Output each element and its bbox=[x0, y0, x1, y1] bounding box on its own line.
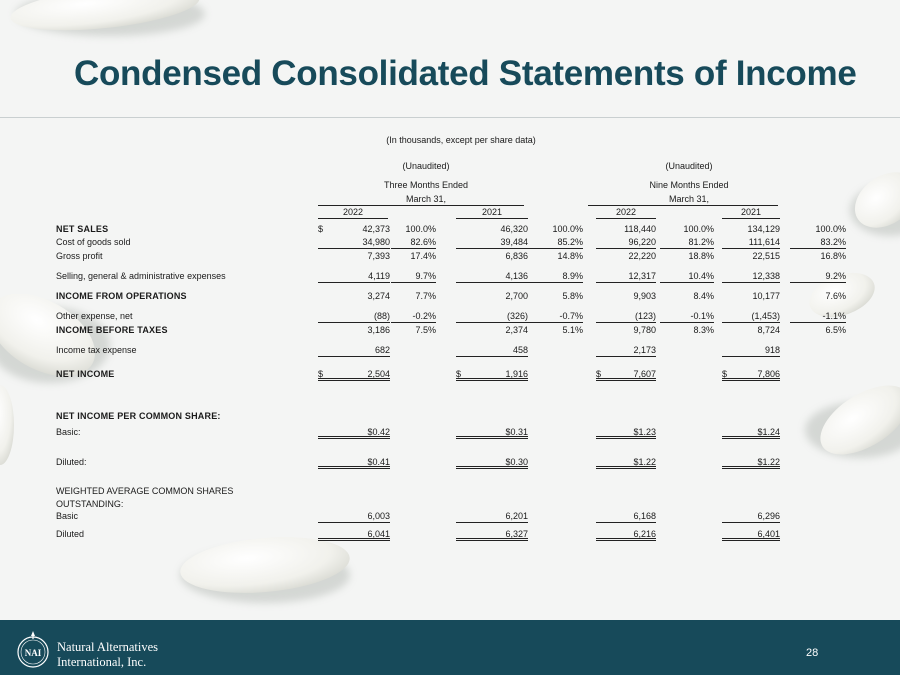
percent-cell: 16.8% bbox=[820, 251, 846, 261]
company-name-line2: International, Inc. bbox=[57, 655, 147, 669]
value-cell bbox=[318, 426, 390, 439]
value-text: 682 bbox=[374, 345, 390, 355]
value-text: $0.30 bbox=[505, 457, 528, 467]
value-cell bbox=[596, 250, 656, 262]
row-label: NET INCOME bbox=[56, 369, 115, 379]
dollar-sign: $ bbox=[596, 369, 602, 379]
percent-cell: 9.2% bbox=[790, 270, 846, 283]
statement-row bbox=[56, 270, 846, 283]
percent-cell: -1.1% bbox=[790, 310, 846, 323]
row-label: INCOME BEFORE TAXES bbox=[56, 325, 168, 335]
value-text: 6,003 bbox=[367, 511, 390, 521]
percent-cell: 14.8% bbox=[557, 251, 583, 261]
percent-cell: 85.2% bbox=[528, 236, 583, 249]
statement-row bbox=[56, 410, 846, 423]
value-cell bbox=[318, 310, 390, 323]
value-cell bbox=[456, 270, 528, 283]
value-text: 458 bbox=[512, 345, 528, 355]
row-label: Basic: bbox=[56, 427, 81, 437]
three-months-header-rule bbox=[318, 205, 524, 206]
value-text: 2,374 bbox=[505, 325, 528, 335]
percent-cell: 81.2% bbox=[660, 236, 714, 249]
value-text: 12,338 bbox=[752, 271, 780, 281]
statement-row bbox=[56, 456, 846, 469]
value-text: 34,980 bbox=[362, 237, 390, 247]
value-text: $1.24 bbox=[757, 427, 780, 437]
statement-row bbox=[56, 510, 846, 523]
value-text: $0.41 bbox=[367, 457, 390, 467]
value-cell bbox=[318, 270, 390, 283]
value-text: 9,903 bbox=[633, 291, 656, 301]
row-label: NET SALES bbox=[56, 224, 109, 234]
value-text: 96,220 bbox=[628, 237, 656, 247]
value-cell bbox=[722, 344, 780, 357]
row-label: INCOME FROM OPERATIONS bbox=[56, 291, 187, 301]
value-cell bbox=[596, 236, 656, 249]
value-text: 3,274 bbox=[367, 291, 390, 301]
value-cell bbox=[456, 510, 528, 523]
value-cell bbox=[596, 324, 656, 336]
value-text: $1.23 bbox=[633, 427, 656, 437]
year-header-2022-three-months: 2022 bbox=[318, 207, 388, 219]
units-note: (In thousands, except per share data) bbox=[386, 135, 536, 145]
march-31-three-months: March 31, bbox=[405, 194, 447, 204]
unaudited-nine-months: (Unaudited) bbox=[665, 161, 713, 171]
percent-cell: 83.2% bbox=[790, 236, 846, 249]
dollar-sign: $ bbox=[318, 224, 324, 234]
value-cell bbox=[318, 368, 390, 381]
percent-cell: 18.8% bbox=[688, 251, 714, 261]
percent-cell: 8.3% bbox=[693, 325, 714, 335]
value-cell bbox=[596, 456, 656, 469]
percent-cell: 100.0% bbox=[683, 224, 714, 234]
nine-months-ended: Nine Months Ended bbox=[649, 180, 729, 190]
statement-row bbox=[56, 528, 846, 541]
value-cell bbox=[722, 236, 780, 249]
value-text: 918 bbox=[764, 345, 780, 355]
value-cell bbox=[456, 223, 528, 235]
value-text: $0.42 bbox=[367, 427, 390, 437]
value-cell bbox=[722, 250, 780, 262]
page-number: 28 bbox=[806, 647, 819, 659]
value-text: 9,780 bbox=[633, 325, 656, 335]
value-text: 7,607 bbox=[633, 369, 656, 379]
dollar-sign: $ bbox=[722, 369, 728, 379]
percent-cell: -0.7% bbox=[528, 310, 583, 323]
march-31-nine-months: March 31, bbox=[668, 194, 710, 204]
value-text: 111,614 bbox=[748, 237, 780, 247]
row-label: Cost of goods sold bbox=[56, 237, 131, 247]
value-text: (88) bbox=[373, 311, 390, 321]
percent-cell: 100.0% bbox=[815, 224, 846, 234]
title-divider bbox=[0, 117, 900, 118]
value-text: 6,216 bbox=[633, 529, 656, 539]
income-statement-table bbox=[56, 130, 846, 550]
percent-cell: 17.4% bbox=[410, 251, 436, 261]
dollar-sign: $ bbox=[318, 369, 324, 379]
value-cell bbox=[722, 426, 780, 439]
value-text: 22,220 bbox=[628, 251, 656, 261]
value-cell bbox=[722, 510, 780, 523]
statement-row bbox=[56, 236, 846, 249]
logo-text: NAI bbox=[24, 648, 42, 658]
percent-cell: 5.8% bbox=[562, 291, 583, 301]
value-text: 6,296 bbox=[757, 511, 780, 521]
value-cell bbox=[318, 236, 390, 249]
row-label: Selling, general & administrative expenses bbox=[56, 271, 226, 281]
percent-cell: 7.6% bbox=[825, 291, 846, 301]
value-cell bbox=[722, 528, 780, 541]
value-cell bbox=[596, 270, 656, 283]
value-text: 6,201 bbox=[505, 511, 528, 521]
percent-cell: -0.1% bbox=[660, 310, 714, 323]
value-text: 134,129 bbox=[747, 224, 780, 234]
year-header-2022-nine-months: 2022 bbox=[596, 207, 656, 219]
value-cell bbox=[456, 528, 528, 541]
value-cell bbox=[596, 368, 656, 381]
value-cell bbox=[318, 510, 390, 523]
value-text: $1.22 bbox=[757, 457, 780, 467]
value-text: 7,393 bbox=[367, 251, 390, 261]
row-label: OUTSTANDING: bbox=[56, 499, 124, 509]
value-cell bbox=[318, 456, 390, 469]
value-cell bbox=[596, 510, 656, 523]
dollar-sign: $ bbox=[456, 369, 462, 379]
value-text: 118,440 bbox=[624, 224, 656, 234]
value-cell bbox=[722, 270, 780, 283]
value-text: 6,041 bbox=[367, 529, 390, 539]
value-cell bbox=[456, 290, 528, 302]
value-text: 6,401 bbox=[757, 529, 780, 539]
value-text: 6,836 bbox=[505, 251, 528, 261]
value-text: 2,700 bbox=[505, 291, 528, 301]
statement-row bbox=[56, 310, 846, 323]
value-cell bbox=[596, 290, 656, 302]
row-label: Basic bbox=[56, 511, 79, 521]
percent-cell: 7.7% bbox=[415, 291, 436, 301]
value-text: 39,484 bbox=[500, 237, 528, 247]
value-text: 1,916 bbox=[505, 369, 528, 379]
value-cell bbox=[596, 344, 656, 357]
row-label: Gross profit bbox=[56, 251, 103, 261]
percent-cell: 100.0% bbox=[405, 224, 436, 234]
percent-cell: 9.7% bbox=[391, 270, 436, 283]
value-text: 6,168 bbox=[633, 511, 656, 521]
year-header-2021-nine-months: 2021 bbox=[722, 207, 780, 219]
value-cell bbox=[456, 324, 528, 336]
value-cell bbox=[722, 368, 780, 381]
value-cell bbox=[318, 344, 390, 357]
value-cell bbox=[318, 324, 390, 336]
percent-cell: 8.4% bbox=[693, 291, 714, 301]
value-cell bbox=[456, 456, 528, 469]
statement-row bbox=[56, 368, 846, 381]
value-cell bbox=[456, 368, 528, 381]
value-text: 12,317 bbox=[628, 271, 656, 281]
row-label: WEIGHTED AVERAGE COMMON SHARES bbox=[56, 486, 234, 496]
percent-cell: 8.9% bbox=[528, 270, 583, 283]
value-text: 2,504 bbox=[367, 369, 390, 379]
value-cell bbox=[722, 223, 780, 235]
nine-months-header-rule bbox=[588, 205, 778, 206]
value-cell bbox=[456, 344, 528, 357]
value-cell bbox=[318, 250, 390, 262]
statement-row bbox=[56, 250, 846, 263]
value-text: 3,186 bbox=[367, 325, 390, 335]
page-title: Condensed Consolidated Statements of Income bbox=[74, 54, 857, 93]
company-name-line1: Natural Alternatives bbox=[57, 640, 159, 654]
percent-cell: 100.0% bbox=[552, 224, 583, 234]
percent-cell: 6.5% bbox=[825, 325, 846, 335]
value-text: 22,515 bbox=[752, 251, 780, 261]
value-cell bbox=[722, 324, 780, 336]
value-text: 42,373 bbox=[362, 224, 390, 234]
row-label: Diluted: bbox=[56, 457, 87, 467]
percent-cell: 10.4% bbox=[660, 270, 714, 283]
value-text: $1.22 bbox=[633, 457, 656, 467]
value-cell bbox=[456, 236, 528, 249]
statement-row bbox=[56, 324, 846, 337]
unaudited-three-months: (Unaudited) bbox=[402, 161, 450, 171]
value-text: 8,724 bbox=[757, 325, 780, 335]
value-cell bbox=[596, 528, 656, 541]
value-cell bbox=[456, 426, 528, 439]
value-cell bbox=[318, 528, 390, 541]
row-label: Other expense, net bbox=[56, 311, 133, 321]
pill-left-edge bbox=[0, 385, 14, 465]
statement-row bbox=[56, 223, 846, 236]
value-text: 4,136 bbox=[505, 271, 528, 281]
value-cell bbox=[318, 290, 390, 302]
value-text: 6,327 bbox=[505, 529, 528, 539]
row-label: NET INCOME PER COMMON SHARE: bbox=[56, 411, 221, 421]
nai-logo bbox=[16, 630, 50, 668]
value-cell bbox=[456, 310, 528, 323]
value-text: 46,320 bbox=[500, 224, 528, 234]
value-text: 10,177 bbox=[752, 291, 780, 301]
value-cell bbox=[596, 310, 656, 323]
value-cell bbox=[456, 250, 528, 262]
three-months-ended: Three Months Ended bbox=[383, 180, 469, 190]
value-cell bbox=[596, 223, 656, 235]
value-text: 4,119 bbox=[368, 271, 390, 281]
percent-cell: 82.6% bbox=[391, 236, 436, 249]
value-text: 2,173 bbox=[633, 345, 656, 355]
value-text: (1,453) bbox=[751, 311, 780, 321]
row-label: Income tax expense bbox=[56, 345, 137, 355]
value-text: 7,806 bbox=[757, 369, 780, 379]
statement-row bbox=[56, 485, 846, 498]
statement-row bbox=[56, 344, 846, 357]
value-cell bbox=[722, 456, 780, 469]
percent-cell: 5.1% bbox=[562, 325, 583, 335]
year-header-2021-three-months: 2021 bbox=[456, 207, 528, 219]
value-text: $0.31 bbox=[505, 427, 528, 437]
value-text: (123) bbox=[634, 311, 656, 321]
value-cell bbox=[318, 223, 390, 235]
value-cell bbox=[722, 290, 780, 302]
row-label: Diluted bbox=[56, 529, 85, 539]
statement-row bbox=[56, 426, 846, 439]
value-text: (326) bbox=[506, 311, 528, 321]
statement-row bbox=[56, 290, 846, 303]
percent-cell: 7.5% bbox=[415, 325, 436, 335]
percent-cell: -0.2% bbox=[391, 310, 436, 323]
value-cell bbox=[596, 426, 656, 439]
value-cell bbox=[722, 310, 780, 323]
